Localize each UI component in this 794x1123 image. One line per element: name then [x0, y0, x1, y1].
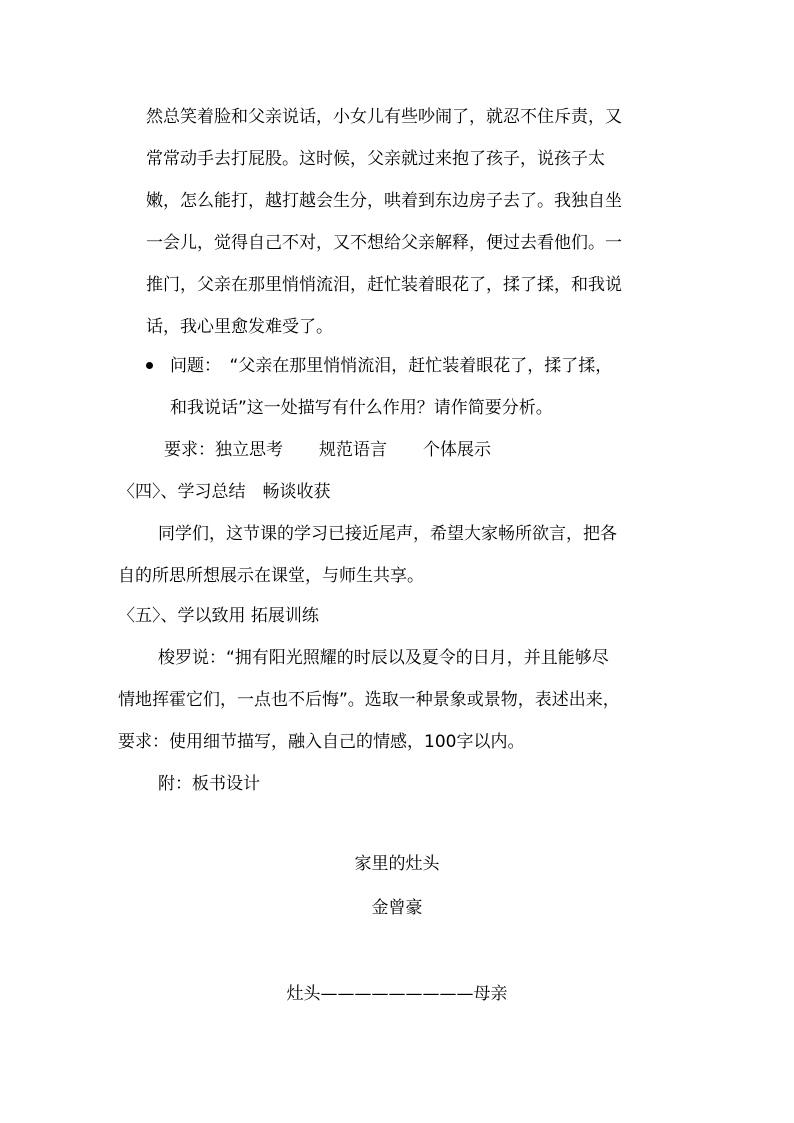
question-line-1: 问题： “父亲在那里悄悄流泪，赶忙装着眼花了，揉了揉，: [170, 356, 613, 376]
question-line-2: 和我说话”这一处描写有什么作用？请作简要分析。: [170, 398, 553, 418]
section5-line-3: 要求：使用细节描写，融入自己的情感，100字以内。: [118, 732, 525, 752]
passage-line-2: 常常动手去打屁股。这时候，父亲就过来抱了孩子，说孩子太: [146, 149, 605, 169]
section4-heading: 〈四〉、学习总结 畅谈收获: [118, 482, 331, 502]
requirement-item-2: 规范语言: [319, 440, 387, 460]
requirement-item-3: 个体展示: [423, 440, 491, 460]
passage-line-5: 推门，父亲在那里悄悄流泪，赶忙装着眼花了，揉了揉，和我说: [146, 275, 622, 295]
bullet-icon: [146, 362, 153, 369]
passage-line-1: 然总笑着脸和父亲说话，小女儿有些吵闹了，就忍不住斥责，又: [146, 107, 622, 127]
passage-line-3: 嫩，怎么能打，越打越会生分，哄着到东边房子去了。我独自坐: [146, 191, 622, 211]
requirement-label: 要求：独立思考: [164, 440, 283, 460]
appendix-label: 附：板书设计: [158, 774, 260, 794]
board-relation: 灶头—————————母亲: [286, 984, 508, 1004]
requirement-line: [164, 439, 491, 461]
section5-heading: 〈五〉、学以致用 拓展训练: [118, 606, 319, 626]
board-author: 金曾豪: [371, 898, 423, 918]
section5-line-2: 情地挥霍它们，一点也不后悔”。选取一种景象或景物，表述出来，: [118, 690, 620, 710]
passage-line-6: 话，我心里愈发难受了。: [146, 317, 333, 337]
board-title: 家里的灶头: [354, 854, 440, 874]
section5-line-1: 梭罗说：“拥有阳光照耀的时辰以及夏令的日月，并且能够尽: [158, 648, 609, 668]
passage-line-4: 一会儿，觉得自己不对，又不想给父亲解释，便过去看他们。一: [146, 233, 622, 253]
section4-line-1: 同学们，这节课的学习已接近尾声，希望大家畅所欲言，把各: [158, 524, 617, 544]
section4-line-2: 自的所思所想展示在课堂，与师生共享。: [118, 566, 424, 586]
